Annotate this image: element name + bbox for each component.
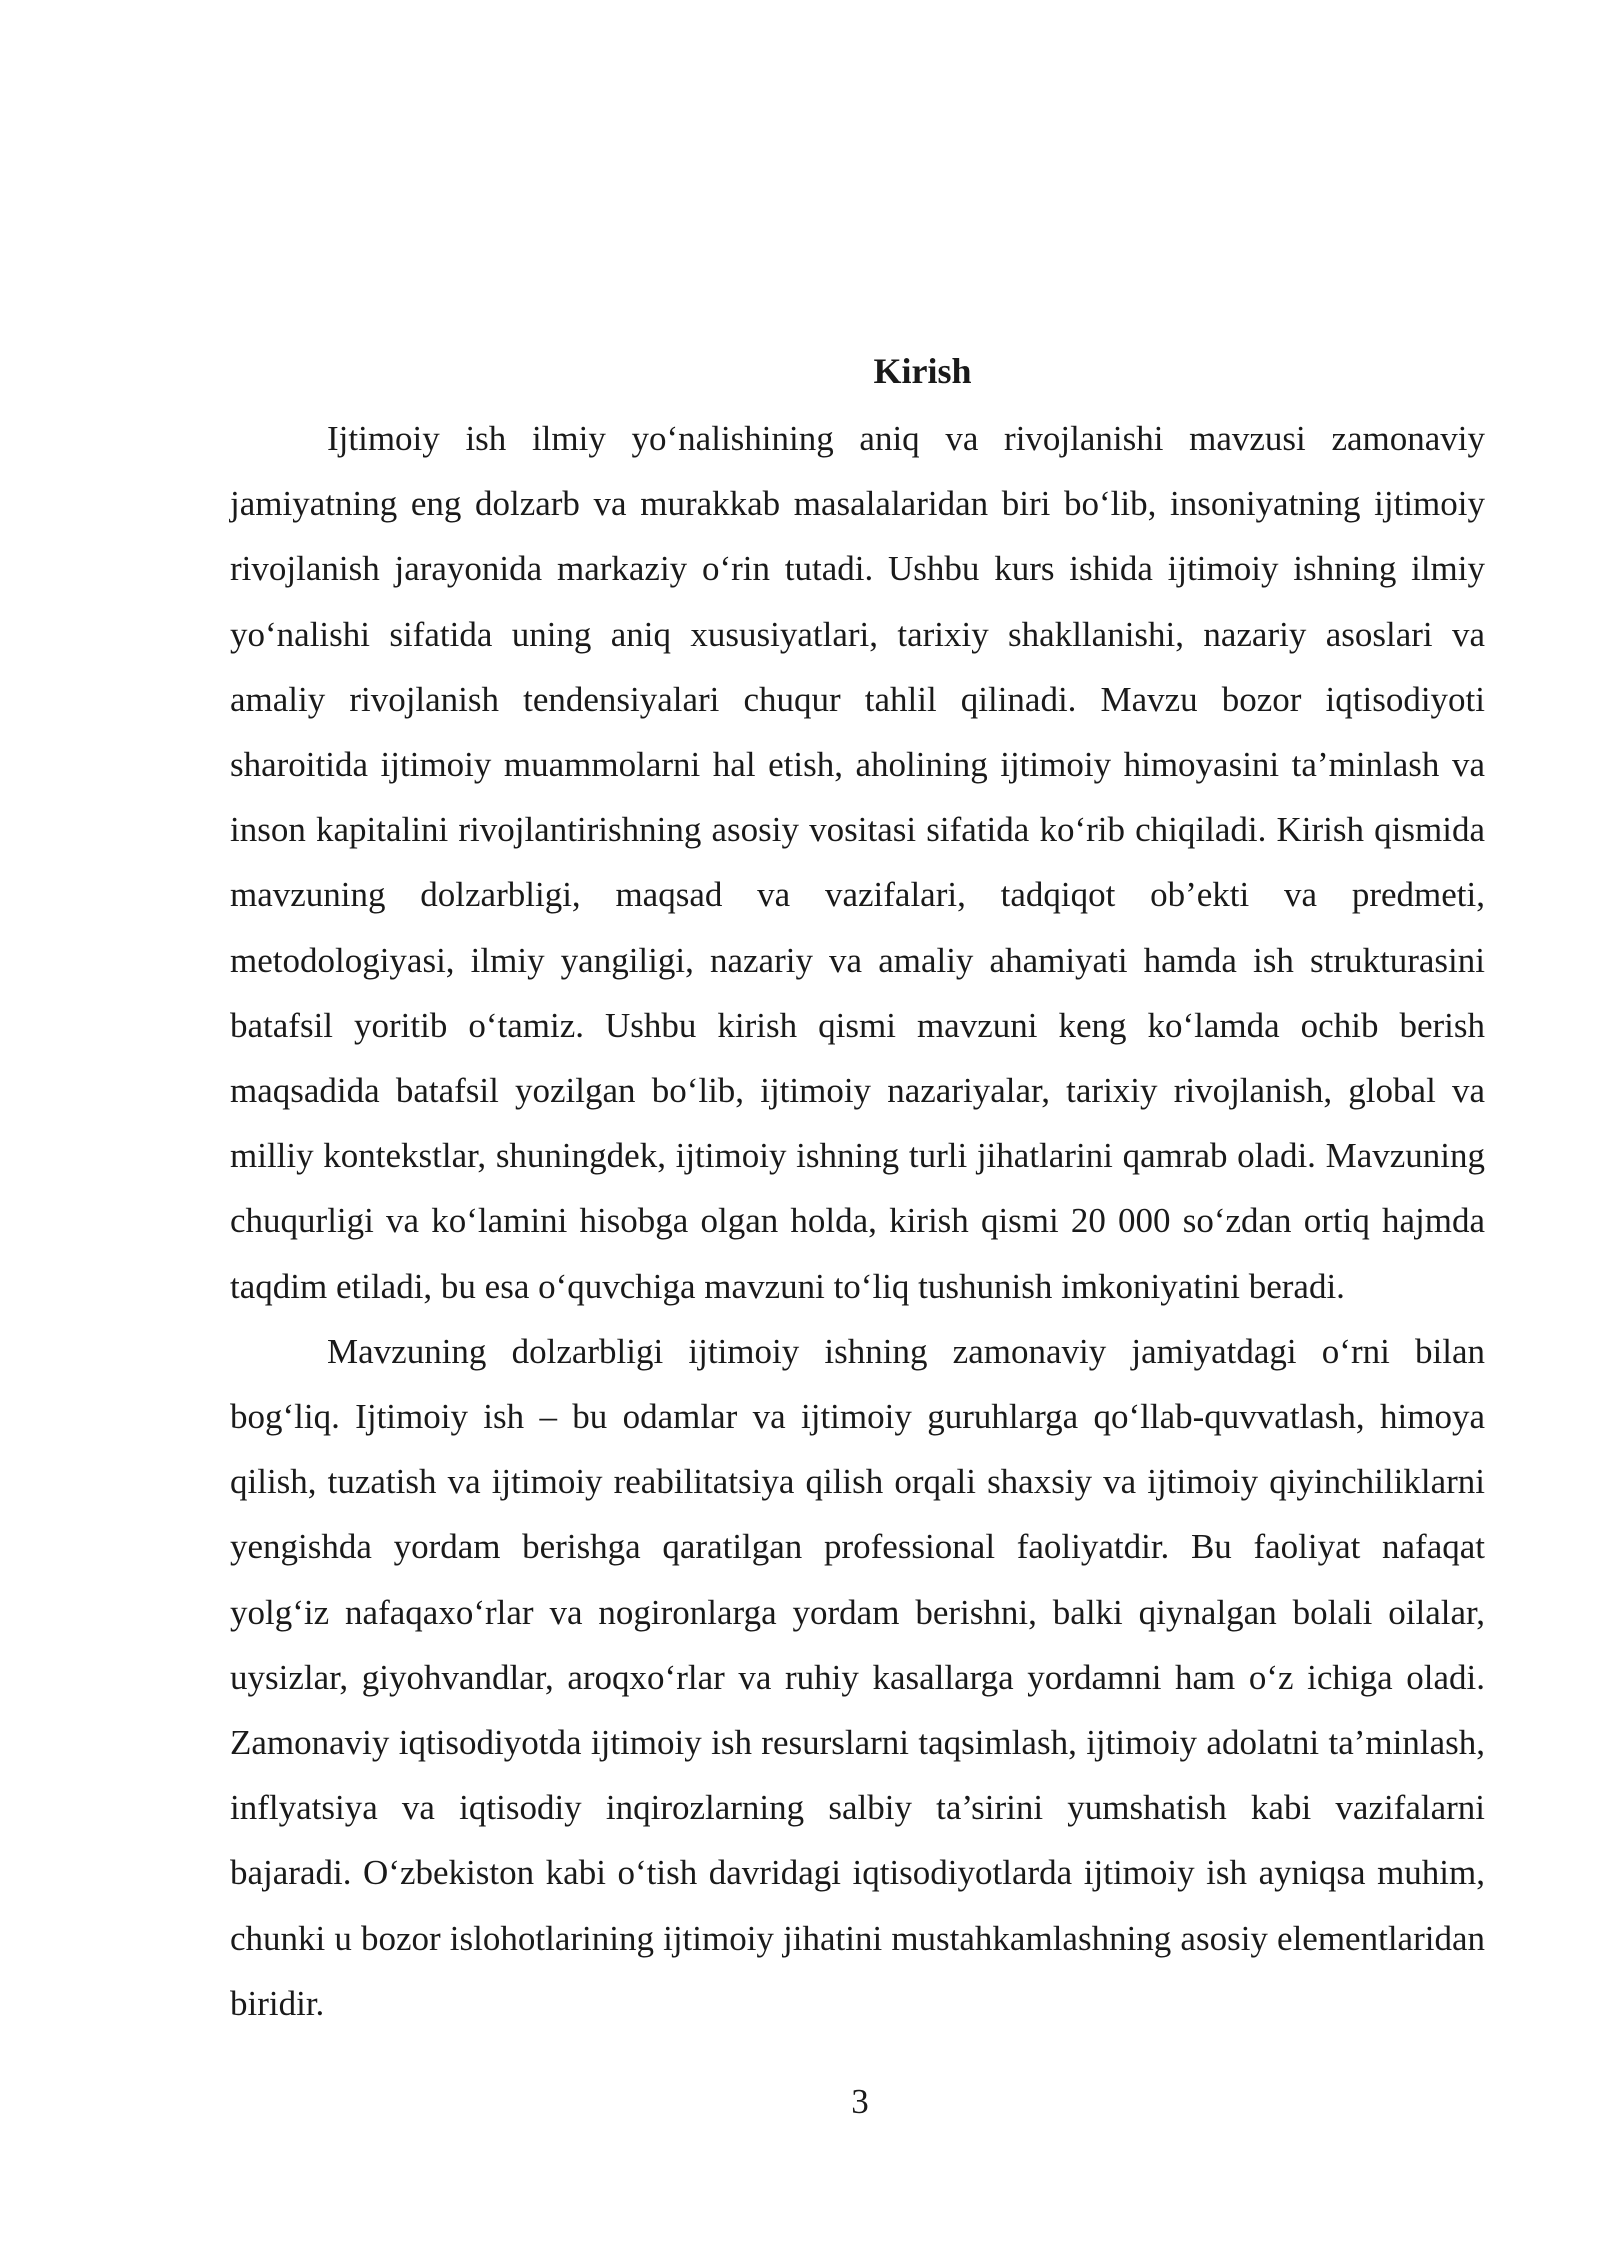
- page-number: 3: [851, 2082, 869, 2121]
- section-heading: Kirish: [873, 351, 972, 391]
- page-content: [230, 340, 1485, 2036]
- paragraph-relevance: Mavzuning dolzarbligi ijtimoiy ishning zamonaviy jamiyatdagi o‘rni bilan bog‘liq. Ijtimoiy ish – bu odamlar va ijtimoiy guruhlarga qo‘llab-quvvatlash, himoya qilish, tuzatish va ijtimoiy reabilitatsiya qilish orqali shaxsiy va ijtimoiy qiyinchiliklarni yengishda yordam berishga qaratilgan professional faoliyatdir. Bu faoliyat nafaqat yolg‘iz nafaqaxo‘rlar va nogironlarga yordam berishni, balki qiynalgan bolali oilalar, uysizlar, giyohvandlar, aroqxo‘rlar va ruhiy kasallarga yordamni ham o‘z ichiga oladi. Zamonaviy iqtisodiyotda ijtimoiy ish resurslarni taqsimlash, ijtimoiy adolatni ta’minlash, inflyatsiya va iqtisodiy inqirozlarning salbiy ta’sirini yumshatish kabi vazifalarni bajaradi. O‘zbekiston kabi o‘tish davridagi iqtisodiyotlarda ijtimoiy ish ayniqsa muhim, chunki u bozor islohotlarining ijtimoiy jihatini mustahkamlashning asosiy elementlaridan biridir.: [230, 1331, 1485, 2023]
- paragraph-introduction: Ijtimoiy ish ilmiy yo‘nalishining aniq va rivojlanishi mavzusi zamonaviy jamiyatning eng dolzarb va murakkab masalalaridan biri bo‘lib, insoniyatning ijtimoiy rivojlanish jarayonida markaziy o‘rin tutadi. Ushbu kurs ishida ijtimoiy ishning ilmiy yo‘nalishi sifatida uning aniq xususiyatlari, tarixiy shakllanishi, nazariy asoslari va amaliy rivojlanish tendensiyalari chuqur tahlil qilinadi. Mavzu bozor iqtisodiyoti sharoitida ijtimoiy muammolarni hal etish, aholining ijtimoiy himoyasini ta’minlash va inson kapitalini rivojlantirishning asosiy vositasi sifatida ko‘rib chiqiladi. Kirish qismida mavzuning dolzarbligi, maqsad va vazifalari, tadqiqot ob’ekti va predmeti, metodologiyasi, ilmiy yangiligi, nazariy va amaliy ahamiyati hamda ish strukturasini batafsil yoritib o‘tamiz. Ushbu kirish qismi mavzuni keng ko‘lamda ochib berish maqsadida batafsil yozilgan bo‘lib, ijtimoiy nazariyalar, tarixiy rivojlanish, global va milliy kontekstlar, shuningdek, ijtimoiy ishning turli jihatlarini qamrab oladi. Mavzuning chuqurligi va ko‘lamini hisobga olgan holda, kirish qismi 20 000 so‘zdan ortiq hajmda taqdim etiladi, bu esa o‘quvchiga mavzuni to‘liq tushunish imkoniyatini beradi.: [230, 419, 1485, 1306]
